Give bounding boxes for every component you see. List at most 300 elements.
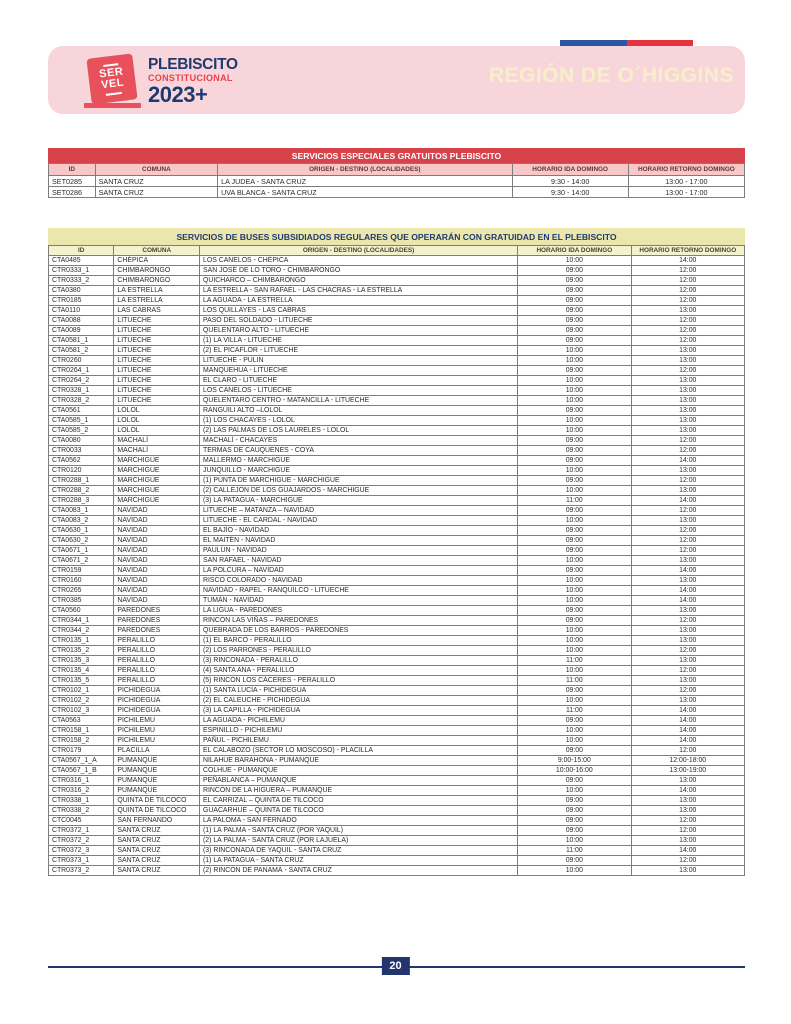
id-cell: CTR0385 xyxy=(49,596,114,606)
table-row xyxy=(49,566,745,576)
id-cell: CTR0135_5 xyxy=(49,676,114,686)
table-row xyxy=(49,646,745,656)
horario-ida-cell: 10:00 xyxy=(518,516,631,526)
id-cell: CTA0083_2 xyxy=(49,516,114,526)
comuna-cell: PICHILEMU xyxy=(114,726,200,736)
brand-2023: 2023+ xyxy=(148,82,208,107)
id-cell: CTA0630_1 xyxy=(49,526,114,536)
id-cell: CTR0338_2 xyxy=(49,806,114,816)
horario-retorno-cell: 13:00 xyxy=(631,626,744,636)
id-cell: CTR0102_1 xyxy=(49,686,114,696)
id-cell: CTR0033 xyxy=(49,446,114,456)
id-cell: CTA0088 xyxy=(49,316,114,326)
horario-ida-cell: 09:00 xyxy=(518,716,631,726)
origen-destino-cell: PAULÚN - NAVIDAD xyxy=(200,546,518,556)
comuna-cell: LOLOL xyxy=(114,416,200,426)
comuna-cell: SANTA CRUZ xyxy=(114,836,200,846)
comuna-cell: PERALILLO xyxy=(114,666,200,676)
comuna-cell: LITUECHE xyxy=(114,316,200,326)
horario-retorno-cell: 13:00 xyxy=(631,396,744,406)
id-cell: CTR0372_2 xyxy=(49,836,114,846)
comuna-cell: LITUECHE xyxy=(114,396,200,406)
origen-destino-cell: LA POLCURA – NAVIDAD xyxy=(200,566,518,576)
table-row xyxy=(49,836,745,846)
origen-destino-cell: UVA BLANCA - SANTA CRUZ xyxy=(218,187,512,198)
column-header: HORARIO RETORNO DOMINGO xyxy=(628,164,744,176)
origen-destino-cell: MACHALÍ - CHACAYES xyxy=(200,436,518,446)
brand-constitucional: CONSTITUCIONAL xyxy=(148,73,233,83)
id-cell: CTR0328_1 xyxy=(49,386,114,396)
horario-ida-cell: 09:00 xyxy=(518,446,631,456)
id-cell: CTA0581_1 xyxy=(49,336,114,346)
table-row xyxy=(49,416,745,426)
horario-ida-cell: 10:00 xyxy=(518,836,631,846)
logo-underline xyxy=(106,91,122,95)
id-cell: SET0285 xyxy=(49,176,96,187)
horario-ida-cell: 09:00 xyxy=(518,806,631,816)
horario-retorno-cell: 14:00 xyxy=(631,596,744,606)
horario-ida-cell: 10:00 xyxy=(518,256,631,266)
id-cell: CTA0567_1_B xyxy=(49,766,114,776)
plebiscito-brand xyxy=(148,57,238,106)
horario-ida-cell: 10:00 xyxy=(518,866,631,876)
comuna-cell: LOLOL xyxy=(114,426,200,436)
horario-retorno-cell: 14:00 xyxy=(631,586,744,596)
horario-retorno-cell: 13:00 xyxy=(631,386,744,396)
table-row xyxy=(49,476,745,486)
table-row xyxy=(49,256,745,266)
id-cell: SET0286 xyxy=(49,187,96,198)
horario-retorno-cell: 14:00 xyxy=(631,256,744,266)
horario-ida-cell: 10:00 xyxy=(518,386,631,396)
horario-retorno-cell: 13:00 xyxy=(631,836,744,846)
column-header: ORIGEN - DESTINO (LOCALIDADES) xyxy=(200,246,518,256)
horario-retorno-cell: 12:00 xyxy=(631,336,744,346)
table-row xyxy=(49,816,745,826)
table-row xyxy=(49,526,745,536)
id-cell: CTR0135_2 xyxy=(49,646,114,656)
origen-destino-cell: LA JUDEA - SANTA CRUZ xyxy=(218,176,512,187)
horario-ida-cell: 09:00 xyxy=(518,826,631,836)
comuna-cell: PERALILLO xyxy=(114,656,200,666)
origen-destino-cell: LA AGUADA - PICHILEMU xyxy=(200,716,518,726)
horario-ida-cell: 11:00 xyxy=(518,706,631,716)
table-row xyxy=(49,316,745,326)
origen-destino-cell: EL BAJÍO - NAVIDAD xyxy=(200,526,518,536)
id-cell: CTA0380 xyxy=(49,286,114,296)
table-row xyxy=(49,746,745,756)
id-cell: CTR0316_2 xyxy=(49,786,114,796)
comuna-cell: LITUECHE xyxy=(114,366,200,376)
table-row xyxy=(49,356,745,366)
origen-destino-cell: GUACARHUE – QUINTA DE TILCOCO xyxy=(200,806,518,816)
id-cell: CTR0158_2 xyxy=(49,736,114,746)
table-row xyxy=(49,506,745,516)
horario-retorno-cell: 13:00 xyxy=(631,776,744,786)
table-row xyxy=(49,276,745,286)
table-row xyxy=(49,666,745,676)
horario-retorno-cell: 14:00 xyxy=(631,726,744,736)
table-row xyxy=(49,346,745,356)
origen-destino-cell: PEÑABLANCA – PUMANQUE xyxy=(200,776,518,786)
comuna-cell: PAREDONES xyxy=(114,626,200,636)
horario-ida-cell: 10:00 xyxy=(518,646,631,656)
horario-retorno-cell: 14:00 xyxy=(631,736,744,746)
table-row xyxy=(49,776,745,786)
origen-destino-cell: (1) EL BARCO - PERALILLO xyxy=(200,636,518,646)
horario-retorno-cell: 14:00 xyxy=(631,496,744,506)
horario-ida-cell: 10:00 xyxy=(518,466,631,476)
brand-plebiscito: PLEBISCITO xyxy=(148,56,238,73)
comuna-cell: PAREDONES xyxy=(114,606,200,616)
horario-ida-cell: 09:00 xyxy=(518,856,631,866)
origen-destino-cell: (2) RINCÓN DE PANAMÁ - SANTA CRUZ xyxy=(200,866,518,876)
comuna-cell: SANTA CRUZ xyxy=(95,187,217,198)
comuna-cell: PUMANQUE xyxy=(114,756,200,766)
horario-ida-cell: 10:00 xyxy=(518,586,631,596)
horario-ida-cell: 10:00 xyxy=(518,636,631,646)
horario-retorno-cell: 12:00 xyxy=(631,816,744,826)
id-cell: CTA0089 xyxy=(49,326,114,336)
origen-destino-cell: (2) LA PALMA - SANTA CRUZ (POR LAJUELA) xyxy=(200,836,518,846)
region-title: REGIÓN DE O´HIGGINS xyxy=(488,64,734,87)
horario-retorno-cell: 14:00 xyxy=(631,566,744,576)
horario-retorno-cell: 12:00 xyxy=(631,526,744,536)
horario-ida-cell: 09:00 xyxy=(518,336,631,346)
id-cell: CTR0333_1 xyxy=(49,266,114,276)
table-row xyxy=(49,296,745,306)
horario-ida-cell: 10:00 xyxy=(518,376,631,386)
horario-ida-cell: 10:00 xyxy=(518,356,631,366)
table-row xyxy=(49,686,745,696)
horario-retorno-cell: 14:00 xyxy=(631,846,744,856)
origen-destino-cell: (3) RINCONADA - PERALILLO xyxy=(200,656,518,666)
comuna-cell: NAVIDAD xyxy=(114,576,200,586)
comuna-cell: MACHALÍ xyxy=(114,446,200,456)
table-header-row xyxy=(49,246,745,256)
origen-destino-cell: (3) LA PATAGUA - MARCHIGUE xyxy=(200,496,518,506)
horario-retorno-cell: 13:00 xyxy=(631,696,744,706)
table-row xyxy=(49,436,745,446)
comuna-cell: QUINTA DE TILCOCO xyxy=(114,796,200,806)
horario-retorno-cell: 12:00 xyxy=(631,436,744,446)
table-row xyxy=(49,286,745,296)
origen-destino-cell: (1) LA VILLA - LITUECHE xyxy=(200,336,518,346)
horario-ida-cell: 10:00 xyxy=(518,596,631,606)
horario-retorno-cell: 14:00 xyxy=(631,716,744,726)
horario-ida-cell: 10:00 xyxy=(518,576,631,586)
origen-destino-cell: RISCO COLORADO - NAVIDAD xyxy=(200,576,518,586)
id-cell: CTA0080 xyxy=(49,436,114,446)
horario-ida-cell: 09:00 xyxy=(518,476,631,486)
comuna-cell: SANTA CRUZ xyxy=(114,856,200,866)
comuna-cell: PERALILLO xyxy=(114,636,200,646)
table-title-especiales: SERVICIOS ESPECIALES GRATUITOS PLEBISCITO xyxy=(48,148,745,163)
horario-ida-cell: 10:00 xyxy=(518,346,631,356)
origen-destino-cell: PASO DEL SOLDADO - LITUECHE xyxy=(200,316,518,326)
comuna-cell: PERALILLO xyxy=(114,676,200,686)
id-cell: CTA0581_2 xyxy=(49,346,114,356)
horario-retorno-cell: 12:00 xyxy=(631,296,744,306)
table-row xyxy=(49,696,745,706)
horario-retorno-cell: 12:00 xyxy=(631,506,744,516)
comuna-cell: PICHIDEGUA xyxy=(114,706,200,716)
origen-destino-cell: MALLERMO - MARCHIGUE xyxy=(200,456,518,466)
comuna-cell: MARCHIGÜE xyxy=(114,466,200,476)
column-header: HORARIO IDA DOMINGO xyxy=(512,164,628,176)
id-cell: CTR0288_2 xyxy=(49,486,114,496)
origen-destino-cell: (2) CALLEJÓN DE LOS GUAJARDOS - MARCHIGUE xyxy=(200,486,518,496)
horario-retorno-cell: 12:00 xyxy=(631,536,744,546)
table-row xyxy=(49,456,745,466)
comuna-cell: NAVIDAD xyxy=(114,516,200,526)
origen-destino-cell: QUELENTARO CENTRO - MATANCILLA - LITUECHE xyxy=(200,396,518,406)
horario-ida-cell: 09:00 xyxy=(518,266,631,276)
column-header: HORARIO IDA DOMINGO xyxy=(518,246,631,256)
servicios-especiales-section xyxy=(48,148,745,198)
table-row xyxy=(49,336,745,346)
column-header: COMUNA xyxy=(114,246,200,256)
horario-ida-cell: 10:00 xyxy=(518,736,631,746)
table-title-subsidiados: SERVICIOS DE BUSES SUBSIDIADOS REGULARES QUE OPERARÁN CON GRATUIDAD EN EL PLEBISCITO xyxy=(48,228,745,245)
comuna-cell: CHIMBARONGO xyxy=(114,266,200,276)
id-cell: CTR0120 xyxy=(49,466,114,476)
id-cell: CTR0135_3 xyxy=(49,656,114,666)
servel-logo-text-1: SER xyxy=(98,65,124,81)
comuna-cell: PICHILEMU xyxy=(114,716,200,726)
horario-retorno-cell: 13:00 xyxy=(631,306,744,316)
id-cell: CTR0159 xyxy=(49,566,114,576)
horario-ida-cell: 09:00 xyxy=(518,306,631,316)
horario-retorno-cell: 12:00 xyxy=(631,686,744,696)
origen-destino-cell: LOS QUILLAYES - LAS CABRAS xyxy=(200,306,518,316)
horario-retorno-cell: 12:00 xyxy=(631,856,744,866)
comuna-cell: LOLOL xyxy=(114,406,200,416)
horario-ida-cell: 09:00 xyxy=(518,406,631,416)
id-cell: CTR0288_3 xyxy=(49,496,114,506)
horario-retorno-cell: 12:00-18:00 xyxy=(631,756,744,766)
comuna-cell: NAVIDAD xyxy=(114,536,200,546)
table-row xyxy=(49,856,745,866)
id-cell: CTR0344_2 xyxy=(49,626,114,636)
horario-retorno-cell: 12:00 xyxy=(631,746,744,756)
origen-destino-cell: (5) RINCÓN LOS CÁCERES - PERALILLO xyxy=(200,676,518,686)
horario-ida-cell: 09:00 xyxy=(518,776,631,786)
horario-ida-cell: 09:00 xyxy=(518,816,631,826)
comuna-cell: CHÉPICA xyxy=(114,256,200,266)
horario-retorno-cell: 13:00 xyxy=(631,426,744,436)
comuna-cell: LITUECHE xyxy=(114,326,200,336)
table-row xyxy=(49,596,745,606)
origen-destino-cell: LA PALOMA - SAN FERNADO xyxy=(200,816,518,826)
horario-retorno-cell: 13:00 xyxy=(631,516,744,526)
origen-destino-cell: EL CLARO - LITUECHE xyxy=(200,376,518,386)
table-row xyxy=(49,786,745,796)
comuna-cell: NAVIDAD xyxy=(114,586,200,596)
horario-ida-cell: 10:00 xyxy=(518,486,631,496)
id-cell: CTR0328_2 xyxy=(49,396,114,406)
table-row xyxy=(49,616,745,626)
comuna-cell: NAVIDAD xyxy=(114,546,200,556)
horario-ida-cell: 09:00 xyxy=(518,746,631,756)
origen-destino-cell: EL CALABOZO (SECTOR LO MOSCOSO) - PLACILLA xyxy=(200,746,518,756)
table-row xyxy=(49,846,745,856)
horario-ida-cell: 9:30 - 14:00 xyxy=(512,187,628,198)
horario-retorno-cell: 13:00 xyxy=(631,486,744,496)
comuna-cell: SAN FERNANDO xyxy=(114,816,200,826)
horario-ida-cell: 09:00 xyxy=(518,566,631,576)
id-cell: CTR0316_1 xyxy=(49,776,114,786)
horario-ida-cell: 09:00 xyxy=(518,606,631,616)
comuna-cell: LAS CABRAS xyxy=(114,306,200,316)
table-row xyxy=(49,796,745,806)
id-cell: CTA0585_1 xyxy=(49,416,114,426)
horario-retorno-cell: 12:00 xyxy=(631,366,744,376)
horario-retorno-cell: 12:00 xyxy=(631,616,744,626)
servel-logo-text-2: VEL xyxy=(100,76,125,92)
origen-destino-cell: LA LIGUA - PAREDONES xyxy=(200,606,518,616)
horario-ida-cell: 09:00 xyxy=(518,296,631,306)
comuna-cell: MARCHIGÜE xyxy=(114,456,200,466)
origen-destino-cell: (1) LOS CHACAYES - LOLOL xyxy=(200,416,518,426)
id-cell: CTA0567_1_A xyxy=(49,756,114,766)
origen-destino-cell: (2) LAS PALMAS DE LOS LAURELES - LOLOL xyxy=(200,426,518,436)
comuna-cell: NAVIDAD xyxy=(114,506,200,516)
comuna-cell: PUMANQUE xyxy=(114,766,200,776)
horario-retorno-cell: 12:00 xyxy=(631,286,744,296)
table-row xyxy=(49,446,745,456)
horario-retorno-cell: 12:00 xyxy=(631,666,744,676)
column-header: HORARIO RETORNO DOMINGO xyxy=(631,246,744,256)
horario-ida-cell: 09:00 xyxy=(518,436,631,446)
origen-destino-cell: LITUECHE – MATANZA – NAVIDAD xyxy=(200,506,518,516)
horario-retorno-cell: 14:00 xyxy=(631,786,744,796)
id-cell: CTR0135_4 xyxy=(49,666,114,676)
horario-retorno-cell: 12:00 xyxy=(631,646,744,656)
horario-ida-cell: 09:00 xyxy=(518,276,631,286)
table-row xyxy=(49,706,745,716)
horario-retorno-cell: 13:00 xyxy=(631,576,744,586)
comuna-cell: PUMANQUE xyxy=(114,776,200,786)
id-cell: CTA0630_2 xyxy=(49,536,114,546)
id-cell: CTR0344_1 xyxy=(49,616,114,626)
comuna-cell: LA ESTRELLA xyxy=(114,296,200,306)
horario-ida-cell: 10:00-16:00 xyxy=(518,766,631,776)
horario-retorno-cell: 13:00 xyxy=(631,406,744,416)
horario-ida-cell: 09:00 xyxy=(518,546,631,556)
horario-retorno-cell: 12:00 xyxy=(631,266,744,276)
table-row xyxy=(49,726,745,736)
id-cell: CTR0264_2 xyxy=(49,376,114,386)
table-row xyxy=(49,386,745,396)
servicios-subsidiados-table xyxy=(48,245,745,876)
horario-ida-cell: 11:00 xyxy=(518,676,631,686)
comuna-cell: LITUECHE xyxy=(114,346,200,356)
table-row xyxy=(49,176,745,187)
horario-retorno-cell: 13:00 xyxy=(631,866,744,876)
horario-retorno-cell: 13:00 xyxy=(631,636,744,646)
origen-destino-cell: PAÑUL - PICHILEMU xyxy=(200,736,518,746)
table-row xyxy=(49,866,745,876)
horario-ida-cell: 11:00 xyxy=(518,656,631,666)
comuna-cell: PAREDONES xyxy=(114,616,200,626)
table-row xyxy=(49,556,745,566)
origen-destino-cell: EL MAITÉN - NAVIDAD xyxy=(200,536,518,546)
table-row xyxy=(49,426,745,436)
servicios-especiales-table xyxy=(48,163,745,198)
servicios-subsidiados-section xyxy=(48,228,745,876)
column-header: ID xyxy=(49,164,96,176)
id-cell: CTA0110 xyxy=(49,306,114,316)
id-cell: CTR0338_1 xyxy=(49,796,114,806)
horario-ida-cell: 09:00 xyxy=(518,366,631,376)
id-cell: CTR0185 xyxy=(49,296,114,306)
origen-destino-cell: (1) SANTA LUCÍA - PICHIDEGUA xyxy=(200,686,518,696)
table-row xyxy=(49,826,745,836)
id-cell: CTA0485 xyxy=(49,256,114,266)
comuna-cell: MARCHIGÜE xyxy=(114,486,200,496)
comuna-cell: PERALILLO xyxy=(114,646,200,656)
id-cell: CTR0179 xyxy=(49,746,114,756)
horario-ida-cell: 09:00 xyxy=(518,616,631,626)
origen-destino-cell: (2) EL PICAFLOR - LITUECHE xyxy=(200,346,518,356)
horario-retorno-cell: 12:00 xyxy=(631,476,744,486)
id-cell: CTA0561 xyxy=(49,406,114,416)
id-cell: CTA0562 xyxy=(49,456,114,466)
origen-destino-cell: ESPINILLO - PICHILEMU xyxy=(200,726,518,736)
comuna-cell: PUMANQUE xyxy=(114,786,200,796)
horario-retorno-cell: 12:00 xyxy=(631,326,744,336)
origen-destino-cell: LA AGUADA - LA ESTRELLA xyxy=(200,296,518,306)
comuna-cell: QUINTA DE TILCOCO xyxy=(114,806,200,816)
servel-logo-icon xyxy=(86,53,137,104)
comuna-cell: LITUECHE xyxy=(114,376,200,386)
id-cell: CTR0372_1 xyxy=(49,826,114,836)
horario-ida-cell: 10:00 xyxy=(518,786,631,796)
id-cell: CTR0160 xyxy=(49,576,114,586)
id-cell: CTR0333_2 xyxy=(49,276,114,286)
horario-ida-cell: 09:00 xyxy=(518,286,631,296)
id-cell: CTR0265 xyxy=(49,586,114,596)
table-row xyxy=(49,576,745,586)
horario-retorno-cell: 13:00-19:00 xyxy=(631,766,744,776)
table-row xyxy=(49,626,745,636)
origen-destino-cell: (4) SANTA ANA - PERALILLO xyxy=(200,666,518,676)
table-row xyxy=(49,716,745,726)
horario-ida-cell: 09:00 xyxy=(518,316,631,326)
origen-destino-cell: SAN JOSÉ DE LO TORO - CHIMBARONGO xyxy=(200,266,518,276)
horario-ida-cell: 9:30 - 14:00 xyxy=(512,176,628,187)
horario-ida-cell: 09:00 xyxy=(518,686,631,696)
comuna-cell: PICHILEMU xyxy=(114,736,200,746)
origen-destino-cell: (2) LOS PARRONES - PERALILLO xyxy=(200,646,518,656)
origen-destino-cell: SAN RAFAEL - NAVIDAD xyxy=(200,556,518,566)
table-row xyxy=(49,366,745,376)
horario-ida-cell: 10:00 xyxy=(518,556,631,566)
origen-destino-cell: MANQUEHUA - LITUECHE xyxy=(200,366,518,376)
table-row xyxy=(49,806,745,816)
horario-retorno-cell: 12:00 xyxy=(631,546,744,556)
comuna-cell: SANTA CRUZ xyxy=(114,846,200,856)
table-row xyxy=(49,606,745,616)
origen-destino-cell: NAVIDAD - RAPEL - RANQUILCO - LITUECHE xyxy=(200,586,518,596)
horario-retorno-cell: 13:00 xyxy=(631,606,744,616)
horario-ida-cell: 10:00 xyxy=(518,396,631,406)
id-cell: CTR0135_1 xyxy=(49,636,114,646)
origen-destino-cell: LITUECHE - EL CARDAL - NAVIDAD xyxy=(200,516,518,526)
id-cell: CTR0373_1 xyxy=(49,856,114,866)
horario-retorno-cell: 13:00 xyxy=(631,466,744,476)
